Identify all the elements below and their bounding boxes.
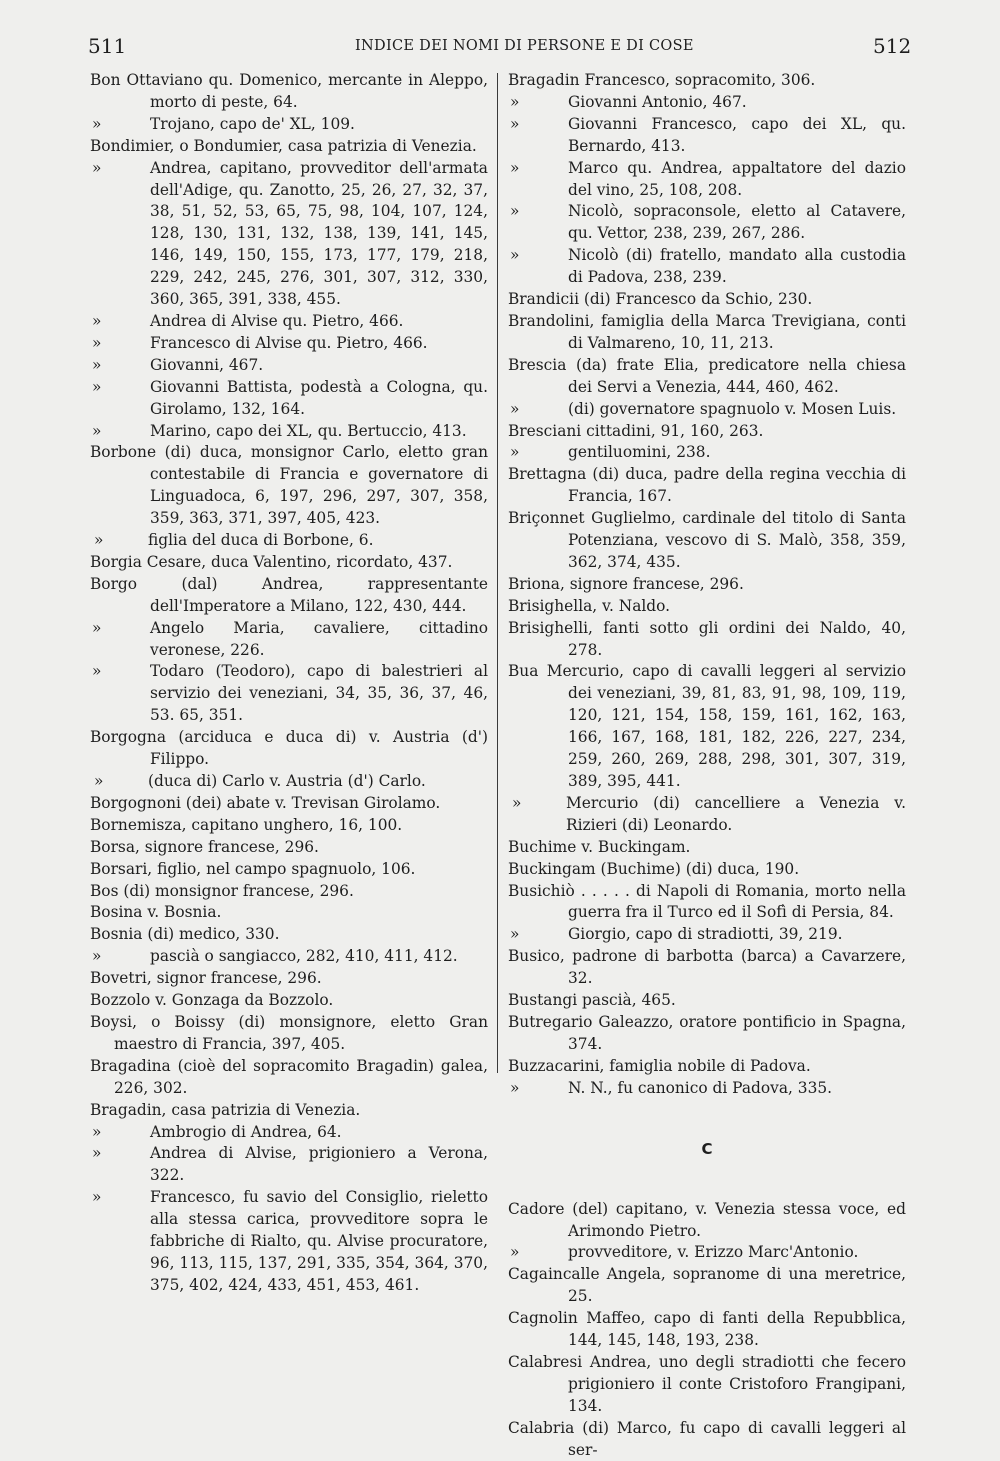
index-entry: Buzzacarini, famiglia nobile di Padova. [508, 1056, 811, 1075]
index-subentry: » Andrea, capitano, provveditor dell'armata dell'Adige, qu. Zanotto, 25, 26, 27, 32, 37, 38, 51, 52, 53, 65, 75, 98, 104, 107, 124, 128, 130, 131, 132, 138, 139, 141, 145, 146, 149, 150, 155, 173, 177, 179, 218, 229, 242, 245, 276, 301, 307, 312, 330, 360, 365, 391, 338, 455. [90, 158, 488, 311]
index-entry: Brettagna (di) duca, padre della regina vecchia di Francia, 167. [508, 465, 906, 506]
index-entry: Briçonnet Guglielmo, cardinale del titolo di Santa Potenziana, vescovo di S. Malò, 358, 359, 362, 374, 435. [508, 509, 906, 571]
index-entry: Busichiò . . . . . di Napoli di Romania, morto nella guerra fra il Turco ed il Sofì di Persia, 84. [508, 881, 906, 922]
index-entry: Borgognoni (dei) abate v. Trevisan Girolamo. [90, 793, 441, 812]
index-subentry: » Francesco di Alvise qu. Pietro, 466. [90, 333, 488, 355]
index-entry: Buchime v. Buckingam. [508, 837, 691, 856]
index-subentry: » Giovanni Battista, podestà a Cologna, qu. Girolamo, 132, 164. [90, 377, 488, 421]
index-subentry: » Giovanni Antonio, 467. [508, 92, 906, 114]
index-entry: Borsari, figlio, nel campo spagnuolo, 106. [90, 859, 416, 878]
index-entry: Borgogna (arciduca e duca di) v. Austria (d') Filippo. [90, 728, 488, 769]
index-subentry: » Todaro (Teodoro), capo di balestrieri al servizio dei veneziani, 34, 35, 36, 37, 46, 53. 65, 351. [90, 661, 488, 727]
index-entry: Brandolini, famiglia della Marca Trevigiana, conti di Valmareno, 10, 11, 213. [508, 311, 906, 352]
column-divider [497, 73, 498, 1073]
index-subentry: » (di) governatore spagnuolo v. Mosen Luis. [508, 399, 906, 421]
index-entry: Bresciani cittadini, 91, 160, 263. [508, 421, 764, 440]
index-entry: Bosina v. Bosnia. [90, 903, 222, 922]
index-entry: Buckingam (Buchime) (di) duca, 190. [508, 859, 800, 878]
page-number-right: 512 [873, 34, 912, 58]
index-entry: Bragadina (cioè del sopracomito Bragadin) galea, 226, 302. [90, 1056, 488, 1097]
index-subentry: » (duca di) Carlo v. Austria (d') Carlo. [90, 771, 488, 793]
index-entry: Bornemisza, capitano unghero, 16, 100. [90, 815, 403, 834]
index-subentry: » Andrea di Alvise, prigioniero a Verona, 322. [90, 1143, 488, 1187]
index-entry: Bosnia (di) medico, 330. [90, 925, 280, 944]
index-entry: Cadore (del) capitano, v. Venezia stessa voce, ed Arimondo Pietro. [508, 1199, 906, 1240]
index-entry: Borbone (di) duca, monsignor Carlo, eletto gran contestabile di Francia e governatore di Linguadoca, 6, 197, 296, 297, 307, 358, 359, 363, 371, 397, 405, 423. [90, 443, 488, 528]
index-entry: Butregario Galeazzo, oratore pontificio in Spagna, 374. [508, 1012, 906, 1053]
index-entry: Calabria (di) Marco, fu capo di cavalli leggeri al ser- [508, 1418, 906, 1459]
index-subentry: » N. N., fu canonico di Padova, 335. [508, 1078, 906, 1100]
index-entry: Bon Ottaviano qu. Domenico, mercante in Aleppo, morto di peste, 64. [90, 71, 488, 111]
index-subentry: » pascià o sangiacco, 282, 410, 411, 412. [90, 946, 488, 968]
index-entry: Bos (di) monsignor francese, 296. [90, 881, 354, 900]
index-subentry: » Marino, capo dei XL, qu. Bertuccio, 413. [90, 421, 488, 443]
section-letter: C [701, 1139, 713, 1158]
index-subentry: » provveditore, v. Erizzo Marc'Antonio. [508, 1242, 906, 1264]
index-entry: Borgia Cesare, duca Valentino, ricordato, 437. [90, 552, 453, 571]
index-subentry: » Ambrogio di Andrea, 64. [90, 1122, 488, 1144]
running-title: INDICE DEI NOMI DI PERSONE E DI COSE [355, 38, 694, 54]
index-entry: Bovetri, signor francese, 296. [90, 969, 322, 988]
index-entry: Cagaincalle Angela, sopranome di una meretrice, 25. [508, 1265, 906, 1306]
index-subentry: » Mercurio (di) cancelliere a Venezia v. Rizieri (di) Leonardo. [508, 793, 906, 837]
right-column [508, 70, 906, 1461]
index-entry: Brisighella, v. Naldo. [508, 596, 671, 615]
index-subentry: » Nicolò (di) fratello, mandato alla custodia di Padova, 238, 239. [508, 245, 906, 289]
index-subentry: » Marco qu. Andrea, appaltatore del dazio del vino, 25, 108, 208. [508, 158, 906, 202]
index-subentry: » Francesco, fu savio del Consiglio, rieletto alla stessa carica, provveditore sopra le fabbriche di Rialto, qu. Alvise procuratore, 96, 113, 115, 137, 291, 335, 354, 364, 370, 375, 402, 424, 433, 451, 453, 461. [90, 1187, 488, 1297]
index-entry: Bua Mercurio, capo di cavalli leggeri al servizio dei veneziani, 39, 81, 83, 91, 98, 109, 119, 120, 121, 154, 158, 159, 161, 162, 163, 166, 167, 168, 181, 182, 226, 227, 234, 259, 260, 269, 288, 298, 301, 307, 319, 389, 395, 441. [508, 662, 906, 790]
left-column [90, 70, 488, 1297]
page-number-left: 511 [88, 34, 127, 58]
index-entry: Busico, padrone di barbotta (barca) a Cavarzere, 32. [508, 947, 906, 988]
index-entry: Brandicii (di) Francesco da Schio, 230. [508, 290, 813, 309]
index-subentry: » Trojano, capo de' XL, 109. [90, 114, 488, 136]
index-subentry: » gentiluomini, 238. [508, 442, 906, 464]
right-column-entries-c [508, 1199, 906, 1461]
index-entry: Brisighelli, fanti sotto gli ordini dei Naldo, 40, 278. [508, 618, 906, 659]
index-subentry: » Andrea di Alvise qu. Pietro, 466. [90, 311, 488, 333]
index-entry: Borsa, signore francese, 296. [90, 837, 319, 856]
index-subentry: » Nicolò, sopraconsole, eletto al Catavere, qu. Vettor, 238, 239, 267, 286. [508, 201, 906, 245]
index-entry: Bragadin, casa patrizia di Venezia. [90, 1100, 361, 1119]
index-subentry: » Angelo Maria, cavaliere, cittadino veronese, 226. [90, 618, 488, 662]
index-subentry: » figlia del duca di Borbone, 6. [90, 530, 488, 552]
index-entry: Boysi, o Boissy (di) monsignore, eletto Gran maestro di Francia, 397, 405. [90, 1012, 488, 1053]
index-entry: Bozzolo v. Gonzaga da Bozzolo. [90, 991, 334, 1010]
index-entry: Calabresi Andrea, uno degli stradiotti che fecero prigioniero il conte Cristoforo Frangipani, 134. [508, 1352, 906, 1415]
index-entry: Briona, signore francese, 296. [508, 574, 744, 593]
right-column-entries [508, 70, 906, 1100]
index-entry: Cagnolin Maffeo, capo di fanti della Repubblica, 144, 145, 148, 193, 238. [508, 1309, 906, 1350]
index-subentry: » Giovanni Francesco, capo dei XL, qu. Bernardo, 413. [508, 114, 906, 158]
index-subentry: » Giovanni, 467. [90, 355, 488, 377]
index-entry: Bragadin Francesco, sopracomito, 306. [508, 71, 816, 89]
index-subentry: » Giorgio, capo di stradiotti, 39, 219. [508, 924, 906, 946]
index-entry: Bustangi pascià, 465. [508, 991, 676, 1010]
index-entry: Bondimier, o Bondumier, casa patrizia di Venezia. [90, 136, 477, 155]
index-entry: Brescia (da) frate Elia, predicatore nella chiesa dei Servi a Venezia, 444, 460, 462. [508, 355, 906, 396]
index-entry: Borgo (dal) Andrea, rappresentante dell'Imperatore a Milano, 122, 430, 444. [90, 574, 488, 615]
